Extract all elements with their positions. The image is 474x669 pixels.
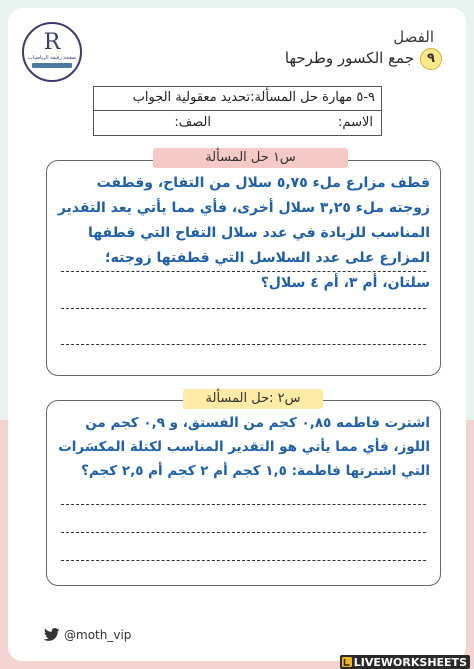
- school-logo: [22, 22, 82, 82]
- question-2-tab: س٢ :حل المسألة: [183, 389, 323, 409]
- answer-line[interactable]: [61, 532, 426, 533]
- liveworksheets-badge[interactable]: [340, 655, 470, 669]
- answer-line[interactable]: [61, 271, 426, 272]
- twitter-handle: [43, 628, 131, 642]
- handle-text: @moth_vip: [64, 628, 132, 642]
- class-field[interactable]: الصف:: [174, 115, 211, 130]
- liveworksheets-icon: [342, 657, 352, 667]
- name-field[interactable]: الاسم:: [338, 115, 373, 130]
- logo-letter: R: [43, 30, 61, 55]
- answer-line[interactable]: [61, 308, 426, 309]
- question-1-text: قطف مزارع ملء ٥,٧٥ سلال من التفاح، وقطفت زوجته ملء ٣,٢٥ سلال أخرى، فأي مما يأتي يعد التقدير المناسب للزيادة في عدد سلال التفاح التي قطفها المزارع على عدد السلاسل التي قطفتها زوجته؛ سلتان، أم ٣، أم ٤ سلال؟: [57, 175, 430, 291]
- twitter-bird-icon: [43, 628, 61, 642]
- logo-text: صفحة رفيقة الرياضيات: [28, 55, 76, 61]
- question-2-box: [46, 400, 441, 586]
- question-1-box: [46, 160, 441, 376]
- lesson-title: ٩-٥ مهارة حل المسألة:تحديد معقولية الجواب: [94, 87, 381, 111]
- question-2-text: اشترت فاطمه ٠,٨٥ كجم من الفستق، و ٠,٩ كجم من اللوز، فأي مما يأتي هو التقدير المناسب لكتلة المكسَرات التي اشترتها فاطمة: ١,٥ كجم أم ٢ كجم أم ٢,٥ كجم؟: [58, 415, 430, 479]
- question-1-tab: س١ حل المسألة: [153, 148, 348, 168]
- answer-line[interactable]: [61, 504, 426, 505]
- liveworksheets-text: LIVEWORKSHEETS: [353, 655, 467, 669]
- student-info-table: [93, 86, 382, 136]
- worksheet-page: [8, 8, 466, 661]
- chapter-number-badge: ٩: [420, 48, 442, 70]
- logo-strip: [32, 63, 72, 68]
- answer-line[interactable]: [61, 344, 426, 345]
- answer-line[interactable]: [61, 560, 426, 561]
- student-info-row: [94, 111, 381, 136]
- chapter-label: الفصل: [393, 28, 434, 46]
- chapter-title: جمع الكسور وطرحها: [284, 49, 414, 67]
